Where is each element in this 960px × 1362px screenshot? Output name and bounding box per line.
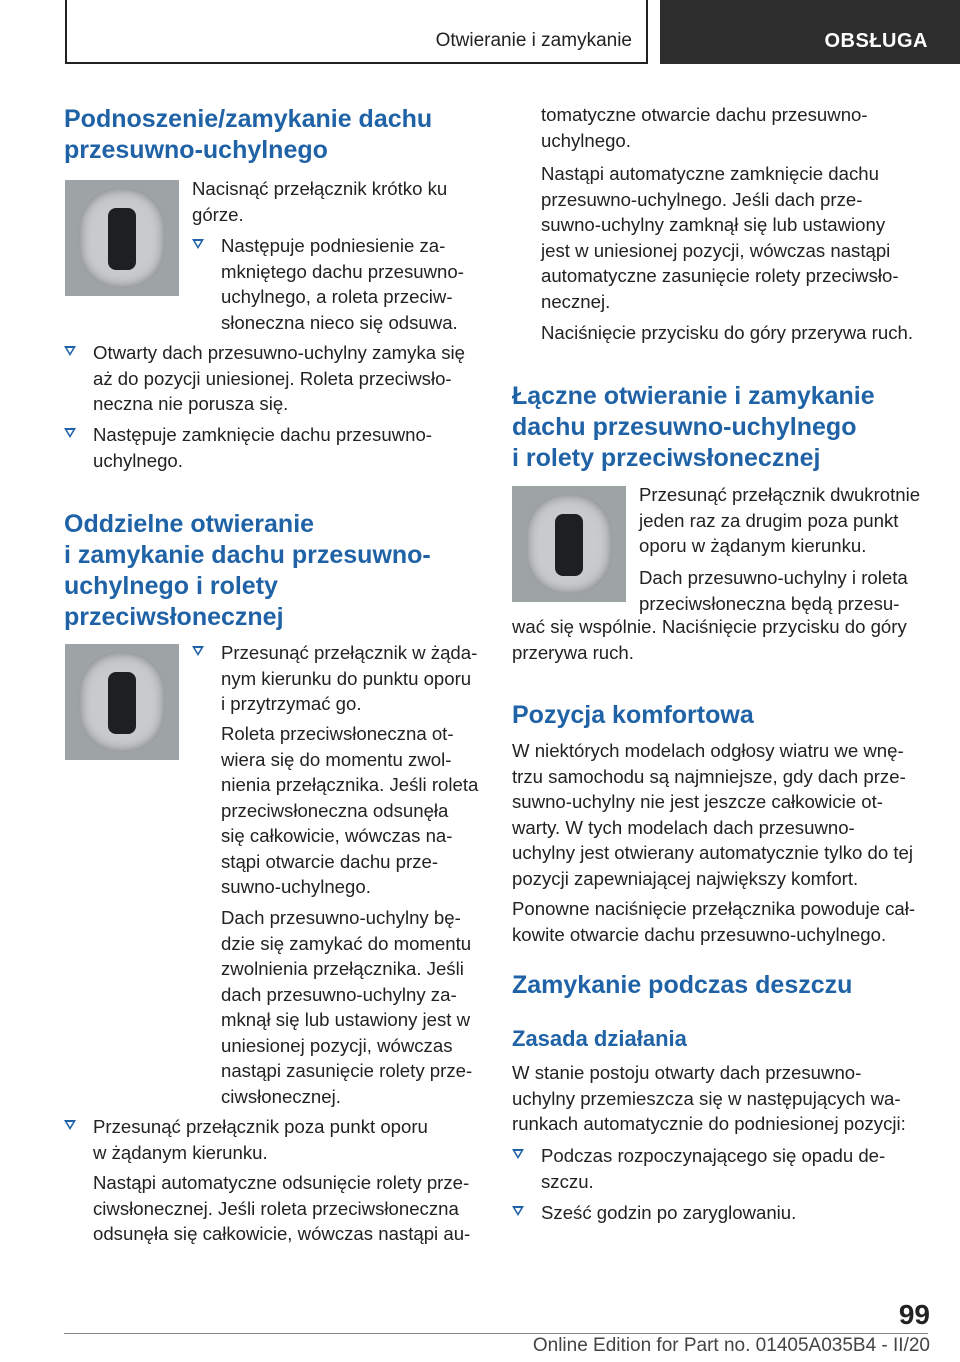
heading-combined-open-close: Łączne otwieranie i zamykanie dachu przesuwno-uchylnego i rolety przeciwsłonecznej bbox=[512, 382, 875, 472]
list-item: Następuje podniesienie za- mkniętego dachu przesuwno- uchylnego, a roleta przeciw- słoneczna nieco się odsuwa. bbox=[192, 233, 482, 335]
section-title: OBSŁUGA bbox=[824, 30, 928, 52]
paragraph: wać się wspólnie. Naciśnięcie przycisku do góry przerywa ruch. bbox=[512, 616, 907, 663]
paragraph: Naciśnięcie przycisku do góry przerywa ruch. bbox=[541, 322, 914, 343]
bullet-triangle-icon bbox=[512, 1206, 524, 1216]
switch-slide-image bbox=[65, 644, 179, 760]
paragraph: Nastąpi automatyczne odsunięcie rolety prze- ciwsłonecznej. Jeśli roleta przeciwsłoneczna odsunęła się całkowicie, wówczas nastąpi au- bbox=[93, 1172, 471, 1244]
list-item: Podczas rozpoczynającego się opadu de- szczu. bbox=[512, 1143, 930, 1194]
heading-rain-closing: Zamykanie podczas deszczu bbox=[512, 971, 853, 999]
paragraph: Roleta przeciwsłoneczna ot- wiera się do momentu zwol- nienia przełącznika. Jeśli roleta przeciwsłoneczna odsunęła się całkowicie, wówczas na- stąpi otwarcie dachu prze- suwno-uchylnego. bbox=[221, 723, 479, 897]
heading-lift-close: Podnoszenie/zamykanie dachu przesuwno-uchylnego bbox=[64, 105, 433, 164]
list-item: Sześć godzin po zaryglowaniu. bbox=[512, 1200, 930, 1226]
page-number: 99 bbox=[898, 1299, 930, 1330]
header-section-box bbox=[660, 0, 960, 64]
chapter-title: Otwieranie i zamykanie bbox=[435, 30, 632, 51]
paragraph: Przesunąć przełącznik dwukrotnie jeden raz za drugim poza punkt oporu w żądanym kierunku. bbox=[639, 484, 921, 556]
paragraph: Nacisnąć przełącznik krótko ku górze. bbox=[192, 178, 448, 225]
bullet-triangle-icon bbox=[64, 1120, 76, 1130]
switch-double-slide-image bbox=[512, 486, 626, 602]
heading-separate-open-close: Oddzielne otwieranie i zamykanie dachu przesuwno- uchylnego i rolety przeciwsłonecznej bbox=[64, 510, 431, 631]
bullet-triangle-icon bbox=[64, 346, 76, 356]
bullet-triangle-icon bbox=[192, 646, 204, 656]
list-item: Otwarty dach przesuwno-uchylny zamyka się aż do pozycji uniesionej. Roleta przeciwsło- neczna nie porusza się. bbox=[64, 340, 482, 417]
switch-press-up-image bbox=[65, 180, 179, 296]
paragraph: Nastąpi automatyczne zamknięcie dachu przesuwno-uchylnego. Jeśli dach prze- suwno-uchylny zamknął się lub ustawiony jest w uniesionej pozycji, wówczas nastąpi automatyczne zasunięcie rolety przeciwsło- necznej. bbox=[541, 163, 899, 312]
paragraph: Ponowne naciśnięcie przełącznika powoduje cał- kowite otwarcie dachu przesuwno-uchylnego. bbox=[512, 898, 916, 945]
paragraph: Dach przesuwno-uchylny bę- dzie się zamykać do momentu zwolnienia przełącznika. Jeśli dach przesuwno-uchylny za- mknął się lub ustawiony jest w uniesionej pozycji, wówczas nastąpi zasunięcie rolety prze- ciwsłonecznej. bbox=[221, 907, 473, 1107]
paragraph: Dach przesuwno-uchylny i roleta przeciwsłoneczna będą przesu- bbox=[639, 567, 908, 614]
heading-comfort-position: Pozycja komfortowa bbox=[512, 701, 754, 729]
paragraph: W stanie postoju otwarty dach przesuwno- uchylny przemieszcza się w następujących wa- runkach automatycznie do podniesionej pozycji: bbox=[512, 1062, 906, 1134]
header-chapter-box bbox=[65, 0, 648, 64]
edition-note: Online Edition for Part no. 01405A035B4 - II/20 bbox=[532, 1335, 930, 1356]
paragraph: W niektórych modelach odgłosy wiatru we wnę- trzu samochodu są najmniejsze, gdy dach prze- suwno-uchylny nie jest jeszcze całkowicie ot- warty. W tych modelach dach przesuwno- uchylny jest otwierany automatycznie tylko do tej pozycji zapewniającej największy komfort. bbox=[512, 740, 913, 889]
footer-divider bbox=[64, 1333, 928, 1334]
bullet-triangle-icon bbox=[512, 1149, 524, 1159]
list-item: Przesunąć przełącznik w żąda- nym kierunku do punktu oporu i przytrzymać go. bbox=[192, 640, 482, 717]
subheading-principle: Zasada działania bbox=[512, 1026, 687, 1051]
list-item: Następuje zamknięcie dachu przesuwno- uchylnego. bbox=[64, 422, 482, 473]
paragraph: tomatyczne otwarcie dachu przesuwno- uchylnego. bbox=[541, 104, 868, 151]
bullet-triangle-icon bbox=[192, 239, 204, 249]
list-item: Przesunąć przełącznik poza punkt oporu w żądanym kierunku. bbox=[64, 1114, 482, 1165]
bullet-triangle-icon bbox=[64, 428, 76, 438]
